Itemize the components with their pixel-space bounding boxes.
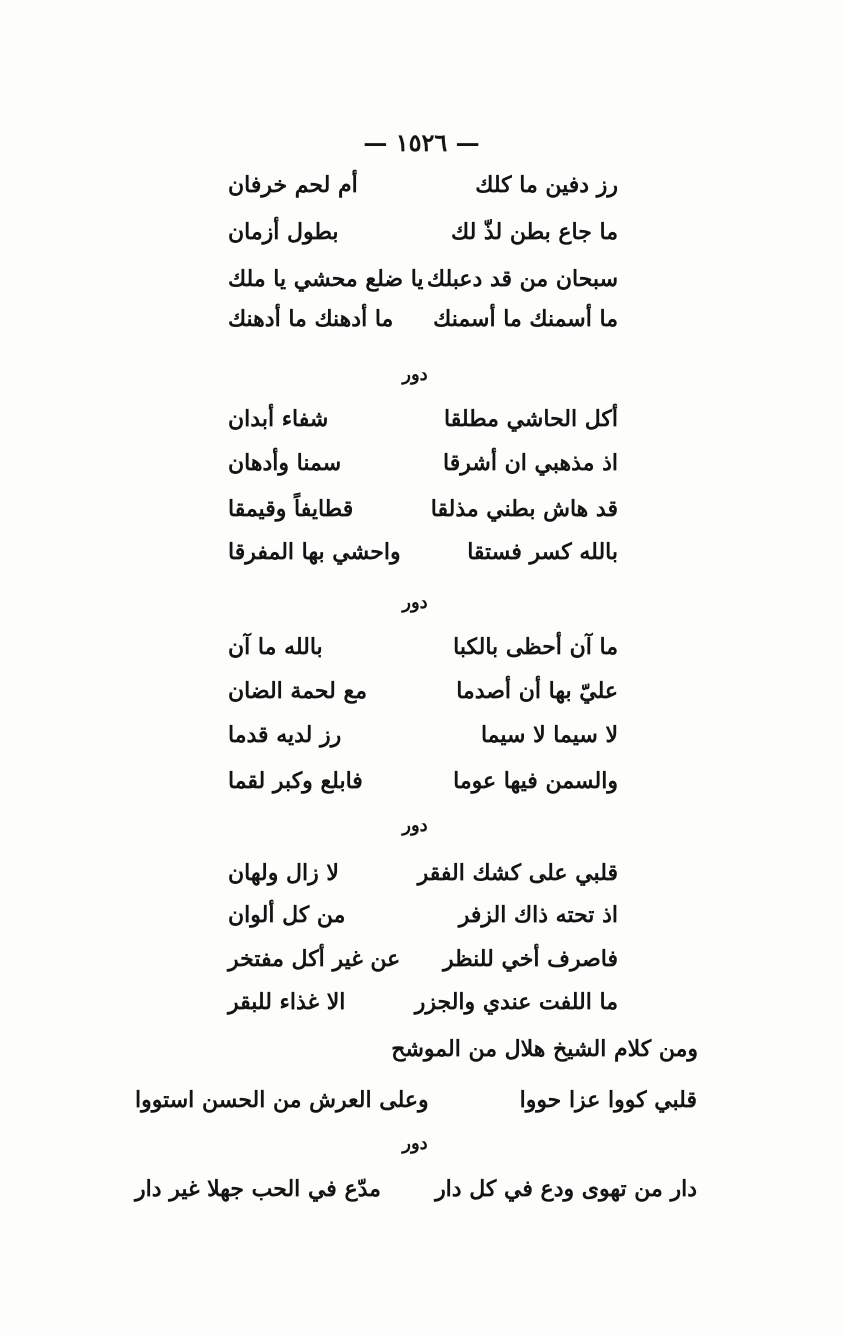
verse: [228, 168, 618, 202]
verse-first-hemistich: رز دفين ما كلك: [475, 172, 618, 198]
stanza-heading: دور: [402, 364, 428, 385]
verse: [228, 446, 618, 480]
verse-first-hemistich: قد هاش بطني مذلقا: [430, 496, 618, 522]
page-number: — ١٥٢٦ —: [363, 128, 480, 157]
verse-first-hemistich: بالله كسر فستقا: [467, 539, 618, 565]
verse-second-hemistich: لا زال ولهان: [228, 860, 339, 886]
verse-second-hemistich: وعلى العرش من الحسن استووا: [135, 1087, 429, 1113]
verse: [228, 674, 618, 708]
verse-first-hemistich: عليّ بها أن أصدما: [456, 678, 618, 704]
verse-second-hemistich: مدّع في الحب جهلا غير دار: [135, 1176, 381, 1202]
verse-second-hemistich: ما أدهنك ما أدهنك: [228, 306, 394, 332]
verse: [228, 942, 618, 976]
verse-first-hemistich: فاصرف أخي للنظر: [442, 946, 618, 972]
verse-second-hemistich: فابلع وكبر لقما: [228, 768, 363, 794]
verse-second-hemistich: مع لحمة الضان: [228, 678, 367, 704]
verse-first-hemistich: ما آن أحظى بالكبا: [453, 634, 618, 660]
verse-first-hemistich: والسمن فيها عوما: [453, 768, 618, 794]
verse-second-hemistich: من كل ألوان: [228, 902, 346, 928]
stanza-heading: دور: [402, 815, 428, 836]
verse-second-hemistich: واحشي بها المفرقا: [228, 539, 401, 565]
verse: [228, 402, 618, 436]
verse: [228, 492, 618, 526]
verse: [228, 718, 618, 752]
verse-first-hemistich: أكل الحاشي مطلقا: [443, 406, 618, 432]
verse-first-hemistich: دار من تهوى ودع في كل دار: [435, 1176, 697, 1202]
verse: [228, 302, 618, 336]
verse: [228, 985, 618, 1019]
verse-second-hemistich: يا ضلع محشي يا ملك: [228, 266, 424, 292]
muwashshah-verse: [135, 1172, 697, 1206]
verse: [228, 262, 618, 296]
verse-second-hemistich: رز لديه قدما: [228, 722, 342, 748]
verse-first-hemistich: قلبي كووا عزا حووا: [519, 1087, 697, 1113]
verse-first-hemistich: سبحان من قد دعبلك: [426, 266, 618, 292]
intro-line: ومن كلام الشيخ هلال من الموشح: [391, 1036, 698, 1062]
verse-second-hemistich: أم لحم خرفان: [228, 172, 358, 198]
verse-second-hemistich: بطول أزمان: [228, 219, 339, 245]
verse-first-hemistich: ما اللفت عندي والجزر: [414, 989, 618, 1015]
verse: [228, 535, 618, 569]
verse-second-hemistich: شفاء أبدان: [228, 406, 329, 432]
muwashshah-verse: [135, 1083, 697, 1117]
verse-second-hemistich: قطايفاً وقيمقا: [228, 496, 354, 522]
verse-first-hemistich: ما جاع بطن لذّ لك: [451, 219, 618, 245]
verse-second-hemistich: عن غير أكل مفتخر: [228, 946, 401, 972]
verse: [228, 898, 618, 932]
stanza-heading: دور: [402, 1133, 428, 1154]
verse-first-hemistich: ما أسمنك ما أسمنك: [433, 306, 618, 332]
verse-first-hemistich: لا سيما لا سيما: [480, 722, 618, 748]
verse: [228, 856, 618, 890]
verse: [228, 764, 618, 798]
verse-second-hemistich: الا غذاء للبقر: [228, 989, 346, 1015]
verse-second-hemistich: بالله ما آن: [228, 634, 323, 660]
verse: [228, 630, 618, 664]
verse: [228, 215, 618, 249]
verse-second-hemistich: سمنا وأدهان: [228, 450, 342, 476]
stanza-heading: دور: [402, 592, 428, 613]
verse-first-hemistich: اذ مذهبي ان أشرقا: [443, 450, 618, 476]
verse-first-hemistich: اذ تحته ذاك الزفر: [458, 902, 618, 928]
verse-first-hemistich: قلبي على كشك الفقر: [417, 860, 618, 886]
